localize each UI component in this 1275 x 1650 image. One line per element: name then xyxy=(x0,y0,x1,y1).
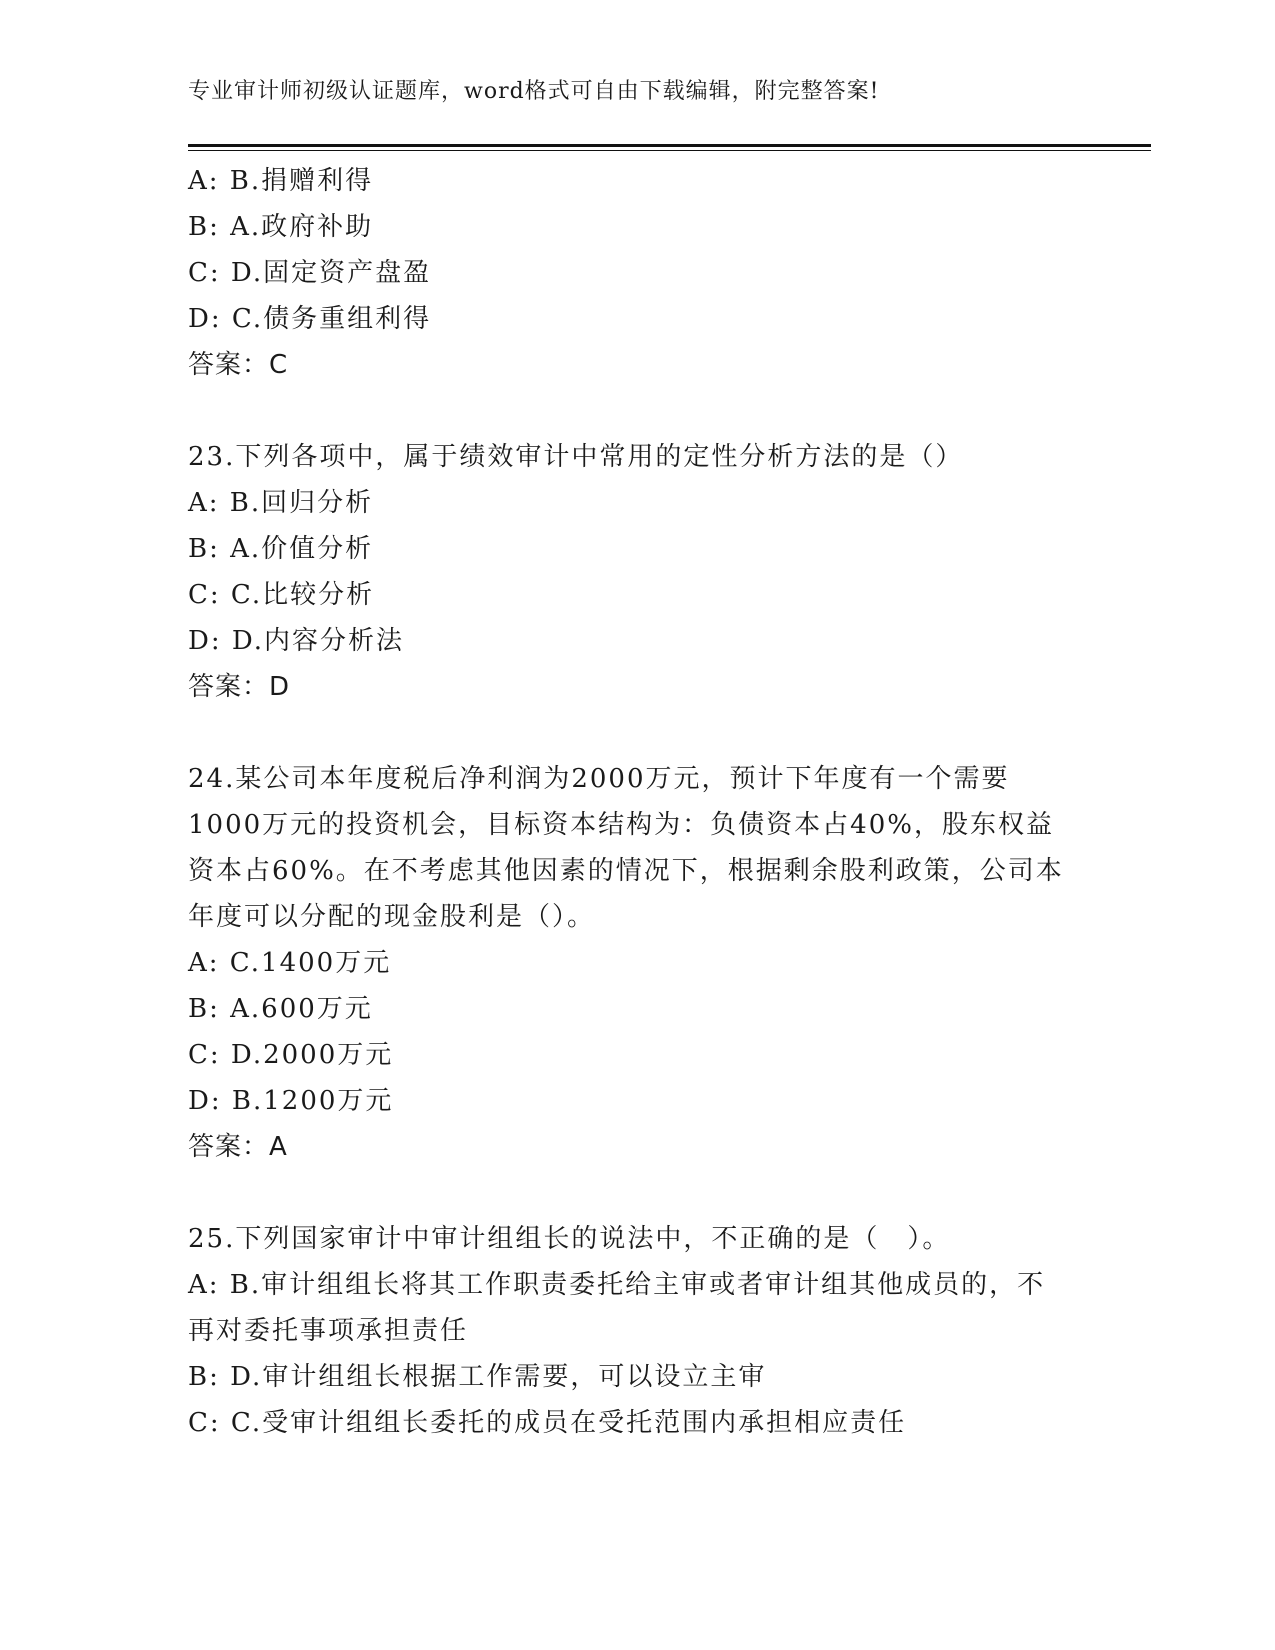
answer: 答案：A xyxy=(188,1132,288,1162)
question-list xyxy=(188,158,1088,1446)
option-c: C: D.2000万元 xyxy=(188,1040,394,1070)
answer: 答案：D xyxy=(188,672,291,702)
option-a: A: C.1400万元 xyxy=(188,948,392,978)
header-rule-thick xyxy=(188,144,1151,147)
option-line: 再对委托事项承担责任 xyxy=(188,1316,469,1346)
option-d: D: C.债务重组利得 xyxy=(188,304,432,334)
question-line: 24.某公司本年度税后净利润为2000万元，预计下年度有一个需要 xyxy=(188,764,1010,794)
option-b: B: A.600万元 xyxy=(188,994,373,1024)
question-line: 年度可以分配的现金股利是（）。 xyxy=(188,902,596,932)
option-b: B: A.价值分析 xyxy=(188,534,374,564)
option-line: A: B.审计组组长将其工作职责委托给主审或者审计组其他成员的，不 xyxy=(188,1270,1046,1300)
question-25 xyxy=(188,1216,1088,1446)
option-c: C: C.比较分析 xyxy=(188,580,375,610)
option-d: D: D.内容分析法 xyxy=(188,626,405,656)
option-a: A: B.回归分析 xyxy=(188,488,374,518)
answer: 答案：C xyxy=(188,350,289,380)
option-a xyxy=(188,1262,1088,1354)
option-b: B: A.政府补助 xyxy=(188,212,374,242)
option-c: C: C.受审计组组长委托的成员在受托范围内承担相应责任 xyxy=(188,1408,907,1438)
option-c: C: D.固定资产盘盈 xyxy=(188,258,432,288)
header-rule-thin xyxy=(188,150,1151,151)
question-22 xyxy=(188,158,1088,388)
option-b: B: D.审计组组长根据工作需要，可以设立主审 xyxy=(188,1362,767,1392)
option-d: D: B.1200万元 xyxy=(188,1086,394,1116)
question-text: 23.下列各项中，属于绩效审计中常用的定性分析方法的是（） xyxy=(188,442,964,472)
page-header: 专业审计师初级认证题库，word格式可自由下载编辑，附完整答案! xyxy=(188,79,880,104)
question-line: 资本占60%。在不考虑其他因素的情况下，根据剩余股利政策，公司本 xyxy=(188,856,1064,886)
question-text: 25.下列国家审计中审计组组长的说法中，不正确的是（ ）。 xyxy=(188,1224,951,1254)
question-23 xyxy=(188,434,1088,710)
option-a: A: B.捐赠利得 xyxy=(188,166,374,196)
question-line: 1000万元的投资机会，目标资本结构为：负债资本占40%，股东权益 xyxy=(188,810,1054,840)
question-24 xyxy=(188,756,1088,1170)
question-text xyxy=(188,756,1088,940)
